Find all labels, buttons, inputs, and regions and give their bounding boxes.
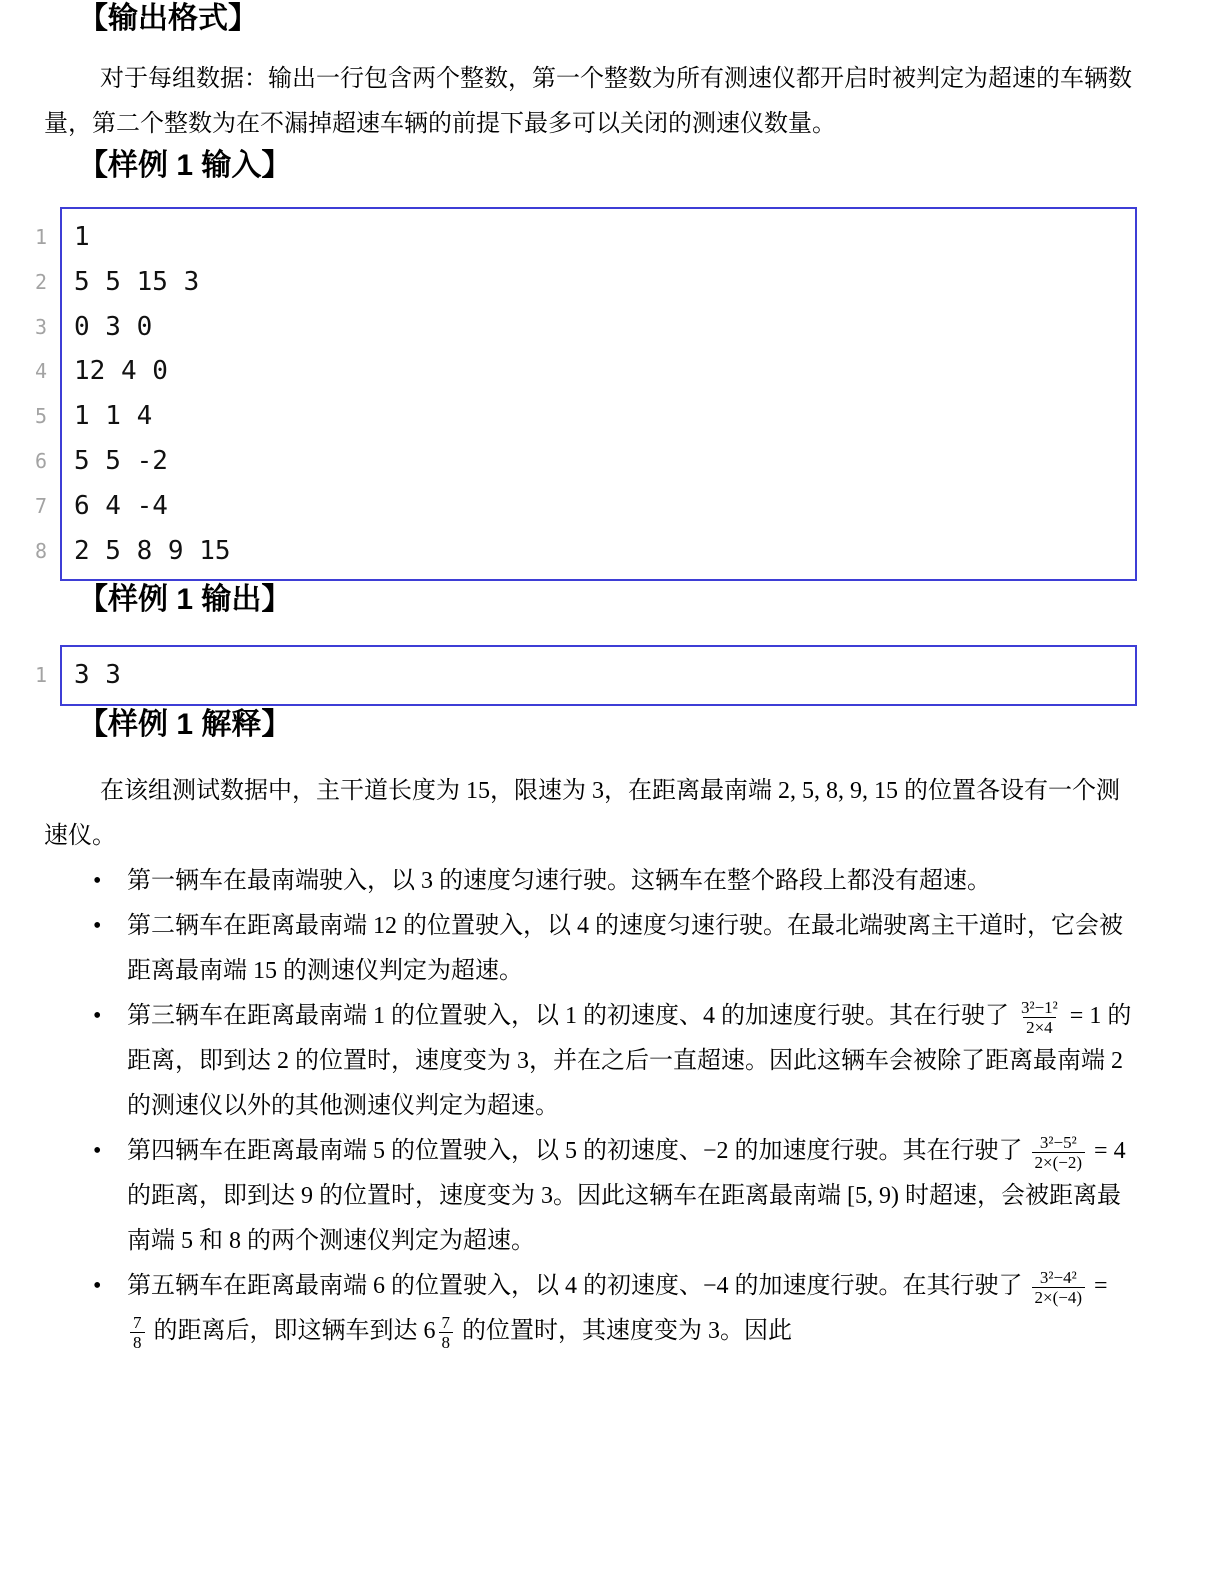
line-number-gutter <box>0 645 60 706</box>
heading-sample1-explanation: 【样例 1 解释】 <box>78 708 292 742</box>
fraction-denominator: 2×(−2) <box>1032 1152 1086 1172</box>
fraction-denominator: 2×4 <box>1023 1017 1056 1037</box>
math-fraction <box>1032 1268 1086 1307</box>
math-fraction <box>439 1313 454 1352</box>
explanation-bullet-item <box>44 1129 1132 1264</box>
text-run: 的位置时，其速度变为 3。因此 <box>456 1318 792 1345</box>
line-number: 6 <box>34 448 47 473</box>
code-line: 6 4 -4 <box>74 490 168 521</box>
text-run: 第二辆车在距离最南端 12 的位置驶入，以 4 的速度匀速行驶。在最北端驶离主干道时，它会被距离最南端 15 的测速仪判定为超速。 <box>127 913 1123 985</box>
math-fraction <box>130 1313 145 1352</box>
fraction-denominator: 8 <box>130 1332 145 1352</box>
line-number: 7 <box>34 493 47 518</box>
explanation-bullet-item <box>44 859 1132 904</box>
explanation-bullet-item <box>44 1264 1132 1354</box>
fraction-denominator: 8 <box>439 1332 454 1352</box>
sample1-output-codeblock <box>0 645 1137 706</box>
code-box <box>60 645 1137 706</box>
explanation-intro-paragraph <box>44 769 1132 859</box>
code-line: 1 <box>74 222 90 252</box>
explanation-bullet-item <box>44 904 1132 994</box>
code-line: 1 1 4 <box>74 401 153 432</box>
text-run: 的距离后，即这辆车到达 6 <box>147 1318 436 1345</box>
text-run: 第一辆车在最南端驶入，以 3 的速度匀速行驶。这辆车在整个路段上都没有超速。 <box>127 868 991 895</box>
line-number: 4 <box>34 359 47 384</box>
line-number-gutter <box>0 207 60 581</box>
code-line: 5 5 15 3 <box>74 266 200 297</box>
line-number: 1 <box>34 225 47 249</box>
line-number: 3 <box>34 314 47 339</box>
fraction-denominator: 2×(−4) <box>1032 1287 1086 1307</box>
text-run: = 4 的距离，即到达 9 的位置时，速度变为 3。因此这辆车在距离最南端 [5, 9) 时超速，会被距离最南端 5 和 8 的两个测速仪判定为超速。 <box>127 1138 1126 1255</box>
heading-output-format: 【输出格式】 <box>78 2 258 35</box>
line-number: 8 <box>34 538 47 563</box>
heading-sample1-output: 【样例 1 输出】 <box>78 583 292 617</box>
fraction-numerator: 3²−1² <box>1021 998 1058 1018</box>
output-format-paragraph: 对于每组数据：输出一行包含两个整数，第一个整数为所有测速仪都开启时被判定为超速的车辆数量，第二个整数为在不漏掉超速车辆的前提下最多可以关闭的测速仪数量。 <box>44 66 1132 137</box>
text-run: 第三辆车在距离最南端 1 的位置驶入，以 1 的初速度、4 的加速度行驶。其在行驶了 <box>127 1003 1015 1030</box>
code-line: 2 5 8 9 15 <box>74 535 231 566</box>
text-run: 在该组测试数据中，主干道长度为 15，限速为 3，在距离最南端 2, 5, 8, 9, 15 的位置各设有一个测速仪。 <box>44 778 1120 850</box>
fraction-numerator: 3²−4² <box>1039 1268 1077 1288</box>
text-run: 第四辆车在距离最南端 5 的位置驶入，以 5 的初速度、−2 的加速度行驶。其在行驶了 <box>127 1138 1029 1165</box>
line-number: 1 <box>34 663 47 688</box>
code-line: 3 3 <box>74 660 121 691</box>
explanation-bullet-item <box>44 994 1132 1129</box>
text-run: 第五辆车在距离最南端 6 的位置驶入，以 4 的初速度、−4 的加速度行驶。在其行驶了 <box>127 1273 1029 1300</box>
fraction-numerator: 3²−5² <box>1039 1133 1077 1153</box>
sample1-input-codeblock <box>0 207 1137 581</box>
math-fraction <box>1018 998 1061 1037</box>
fraction-numerator: 7 <box>441 1313 450 1333</box>
line-number: 2 <box>34 269 47 294</box>
code-line: 5 5 -2 <box>74 445 168 476</box>
text-run: = 1 的距离，即到达 2 的位置时，速度变为 3，并在之后一直超速。因此这辆车会被除了距离最南端 2 的测速仪以外的其他测速仪判定为超速。 <box>127 1003 1132 1120</box>
text-run: = <box>1088 1273 1108 1300</box>
line-number: 5 <box>34 404 47 429</box>
fraction-numerator: 7 <box>133 1313 142 1333</box>
code-line: 12 4 0 <box>74 356 168 387</box>
heading-sample1-input: 【样例 1 输入】 <box>78 149 292 182</box>
explanation-bullet-list <box>44 859 1132 1354</box>
math-fraction <box>1032 1133 1086 1172</box>
code-box <box>60 207 1137 581</box>
code-line: 0 3 0 <box>74 311 153 342</box>
